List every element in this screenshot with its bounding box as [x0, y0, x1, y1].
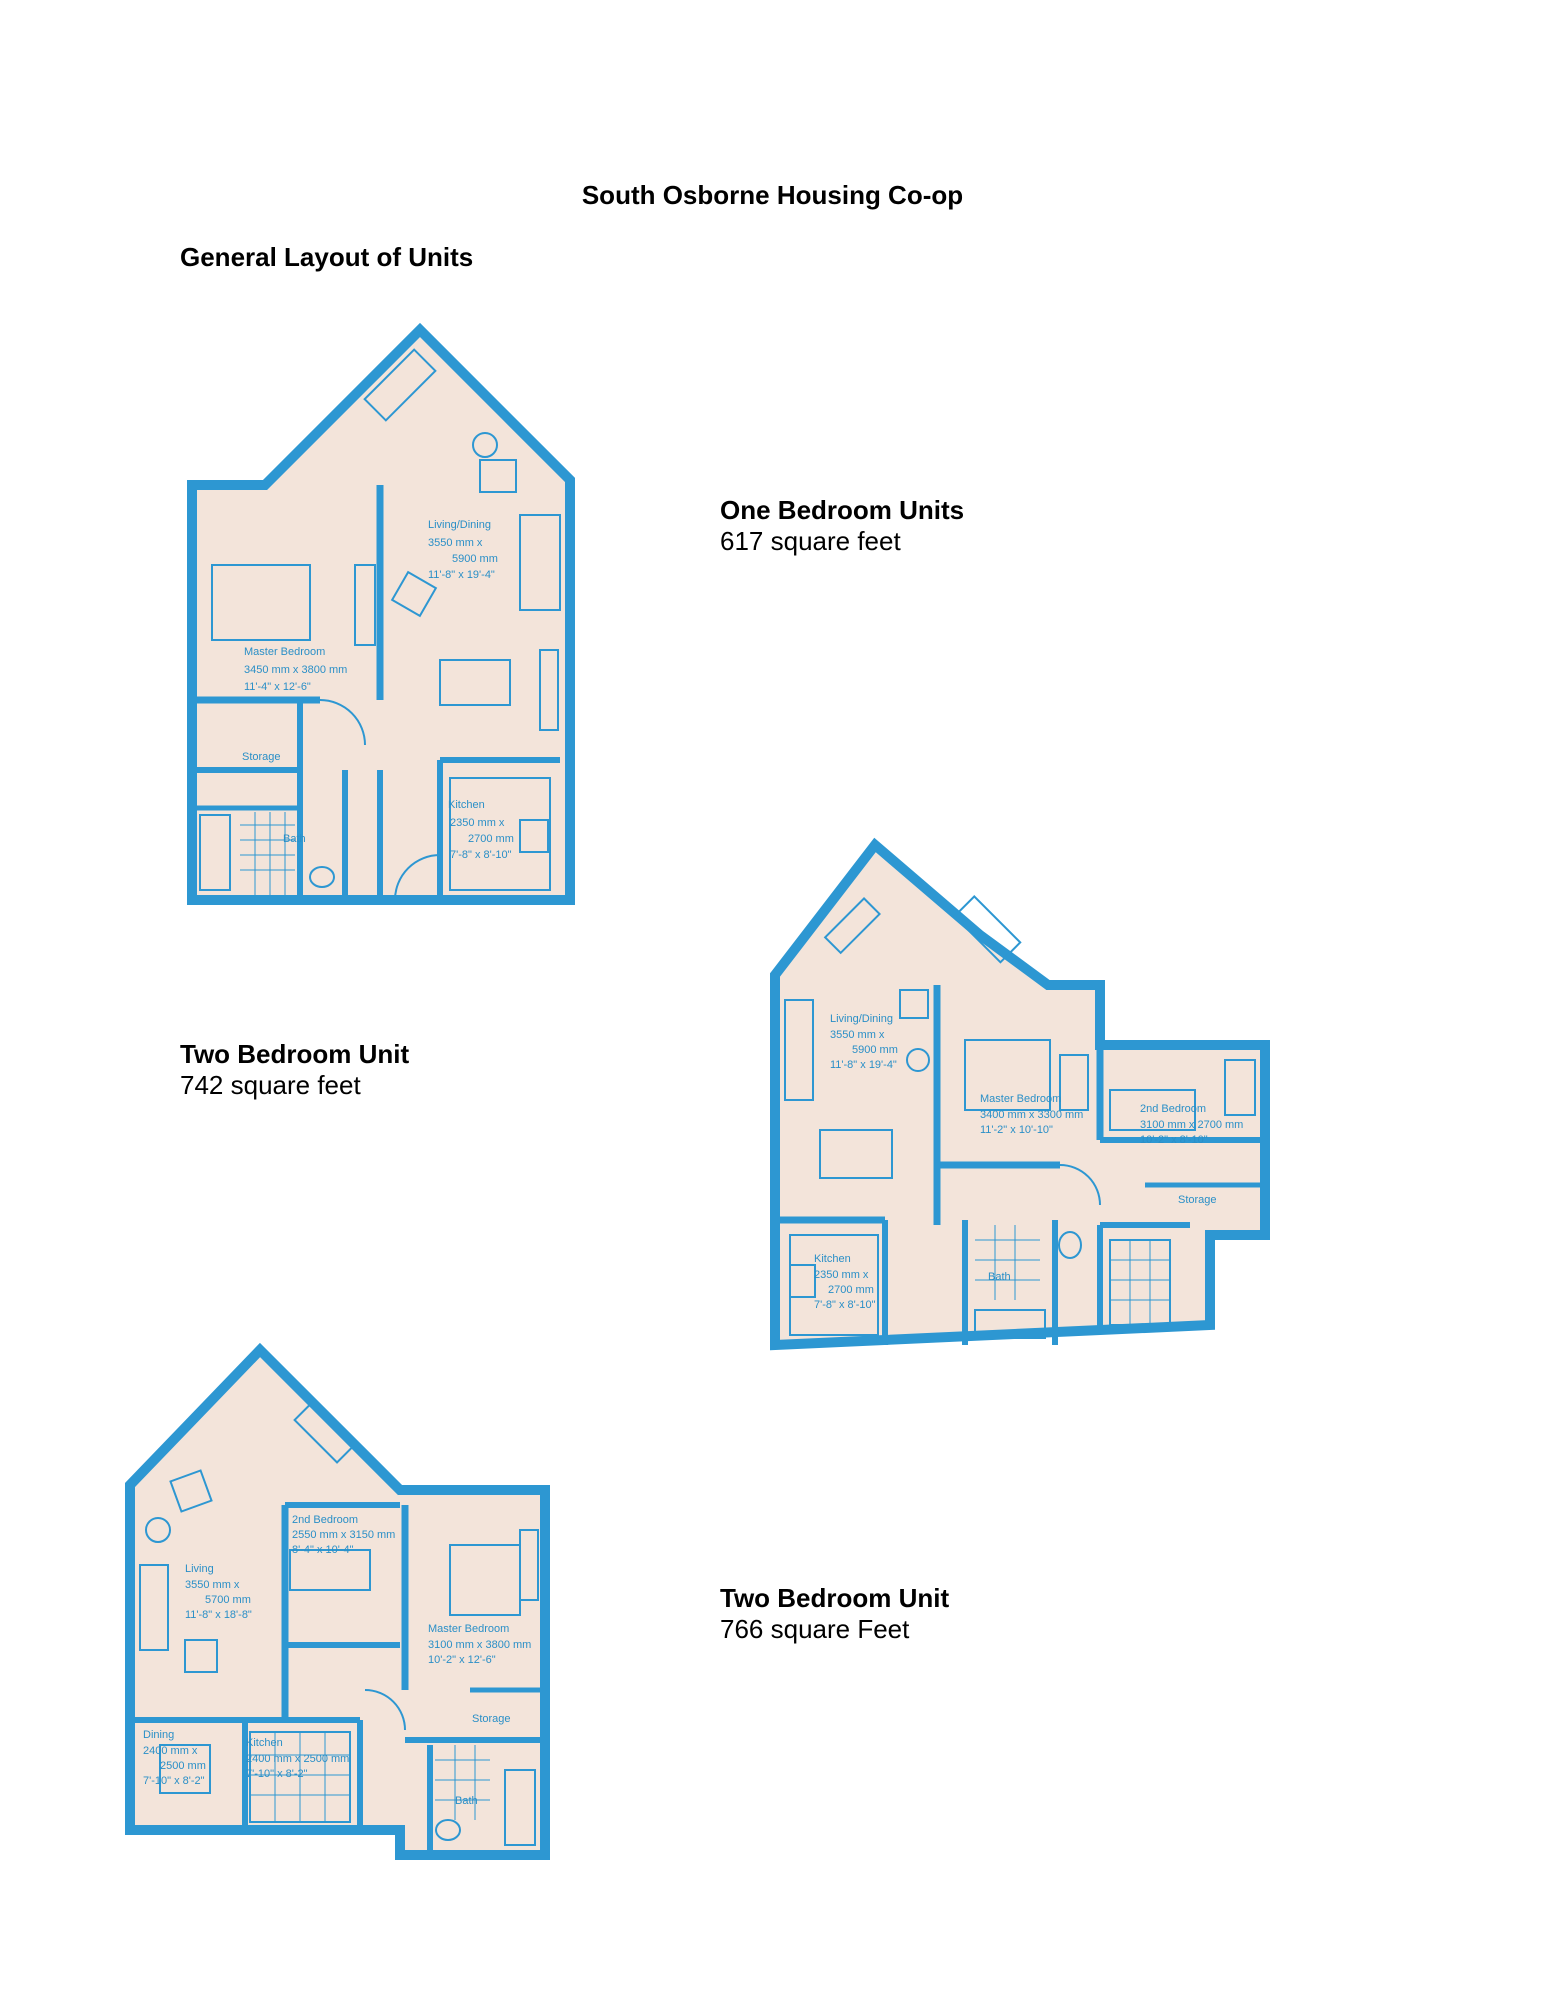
unit-3-room-2-dim-2: 8'-4" x 10'-4"	[292, 1544, 354, 1556]
unit-3-room-5-dim-2: 2500 mm	[160, 1760, 206, 1772]
unit-3-room-5-label: Dining	[143, 1729, 175, 1741]
unit-3-room-3-dim-1: 3100 mm x 3800 mm	[428, 1639, 532, 1651]
unit-1-room-2-dim-1: 3450 mm x 3800 mm	[244, 664, 348, 676]
unit-2-size: 742 square feet	[180, 1070, 361, 1100]
unit-1-room-2-dim-2: 11'-4" x 12'-6"	[244, 681, 311, 693]
unit-3-room-4-label: Storage	[472, 1713, 511, 1725]
unit-3-room-2-dim-1: 2550 mm x 3150 mm	[292, 1529, 396, 1541]
unit-2-room-3-dim-1: 3100 mm x 2700 mm	[1140, 1119, 1244, 1131]
unit-2-room-2-label: Master Bedroom	[980, 1093, 1062, 1105]
unit-1-room-1-label: Living/Dining	[428, 519, 491, 531]
unit-3-room-6-dim-1: 2400 mm x 2500 mm	[246, 1753, 350, 1765]
unit-2-room-3-dim-2: 10'-2" x 8'-10"	[1140, 1134, 1208, 1146]
unit-2-room-5-dim-1: 2350 mm x	[814, 1269, 869, 1281]
unit-3-room-6-dim-2: 7'-10" x 8'-2"	[246, 1768, 308, 1780]
unit-1-room-5-label: Bath	[283, 833, 306, 845]
unit-1-size: 617 square feet	[720, 526, 901, 556]
unit-2-room-5-dim-2: 2700 mm	[828, 1284, 874, 1296]
unit-3-room-1-dim-1: 3550 mm x	[185, 1579, 240, 1591]
unit-3-room-1-dim-3: 11'-8" x 18'-8"	[185, 1609, 252, 1621]
unit-2-room-1-label: Living/Dining	[830, 1013, 893, 1025]
unit-1-room-4-dim-3: 7'-8" x 8'-10"	[450, 849, 512, 861]
floor-plan-one-bedroom	[192, 330, 570, 900]
unit-3-room-1-dim-2: 5700 mm	[205, 1594, 251, 1606]
unit-2-room-4-label: Storage	[1178, 1194, 1217, 1206]
unit-3-room-5-dim-3: 7'-10" x 8'-2"	[143, 1775, 205, 1787]
unit-1-room-4-label: Kitchen	[448, 799, 485, 811]
unit-2-room-5-dim-3: 7'-8" x 8'-10"	[814, 1299, 876, 1311]
unit-1-room-3-label: Storage	[242, 751, 281, 763]
unit-2-room-3-label: 2nd Bedroom	[1140, 1103, 1207, 1115]
unit-2-room-2-dim-2: 11'-2" x 10'-10"	[980, 1124, 1053, 1136]
unit-3-room-6-label: Kitchen	[246, 1737, 283, 1749]
unit-1-room-1-dim-3: 11'-8" x 19'-4"	[428, 569, 495, 581]
page-title: South Osborne Housing Co-op	[581, 180, 964, 210]
unit-3-title: Two Bedroom Unit	[720, 1583, 950, 1613]
unit-3-room-3-dim-2: 10'-2" x 12'-6"	[428, 1654, 496, 1666]
unit-1-room-1-dim-2: 5900 mm	[452, 553, 498, 565]
unit-2-room-1-dim-1: 3550 mm x	[830, 1029, 885, 1041]
unit-1-room-2-label: Master Bedroom	[244, 646, 326, 658]
unit-3-room-2-label: 2nd Bedroom	[292, 1514, 359, 1526]
unit-2-room-1-dim-3: 11'-8" x 19'-4"	[830, 1059, 897, 1071]
unit-2-room-6-label: Bath	[988, 1271, 1011, 1283]
unit-1-room-4-dim-2: 2700 mm	[468, 833, 514, 845]
unit-3-room-3-label: Master Bedroom	[428, 1623, 510, 1635]
unit-3-room-5-dim-1: 2400 mm x	[143, 1745, 198, 1757]
unit-2-title: Two Bedroom Unit	[180, 1039, 410, 1069]
unit-2-room-5-label: Kitchen	[814, 1253, 851, 1265]
unit-2-room-1-dim-2: 5900 mm	[852, 1044, 898, 1056]
unit-1-room-1-dim-1: 3550 mm x	[428, 537, 483, 549]
unit-1-room-4-dim-1: 2350 mm x	[450, 817, 505, 829]
unit-1-title: One Bedroom Units	[720, 495, 965, 525]
unit-3-room-7-label: Bath	[455, 1795, 478, 1807]
page-subtitle: General Layout of Units	[180, 242, 474, 272]
unit-3-size: 766 square Feet	[720, 1614, 910, 1644]
unit-3-room-1-label: Living	[185, 1563, 214, 1575]
unit-2-room-2-dim-1: 3400 mm x 3300 mm	[980, 1109, 1084, 1121]
